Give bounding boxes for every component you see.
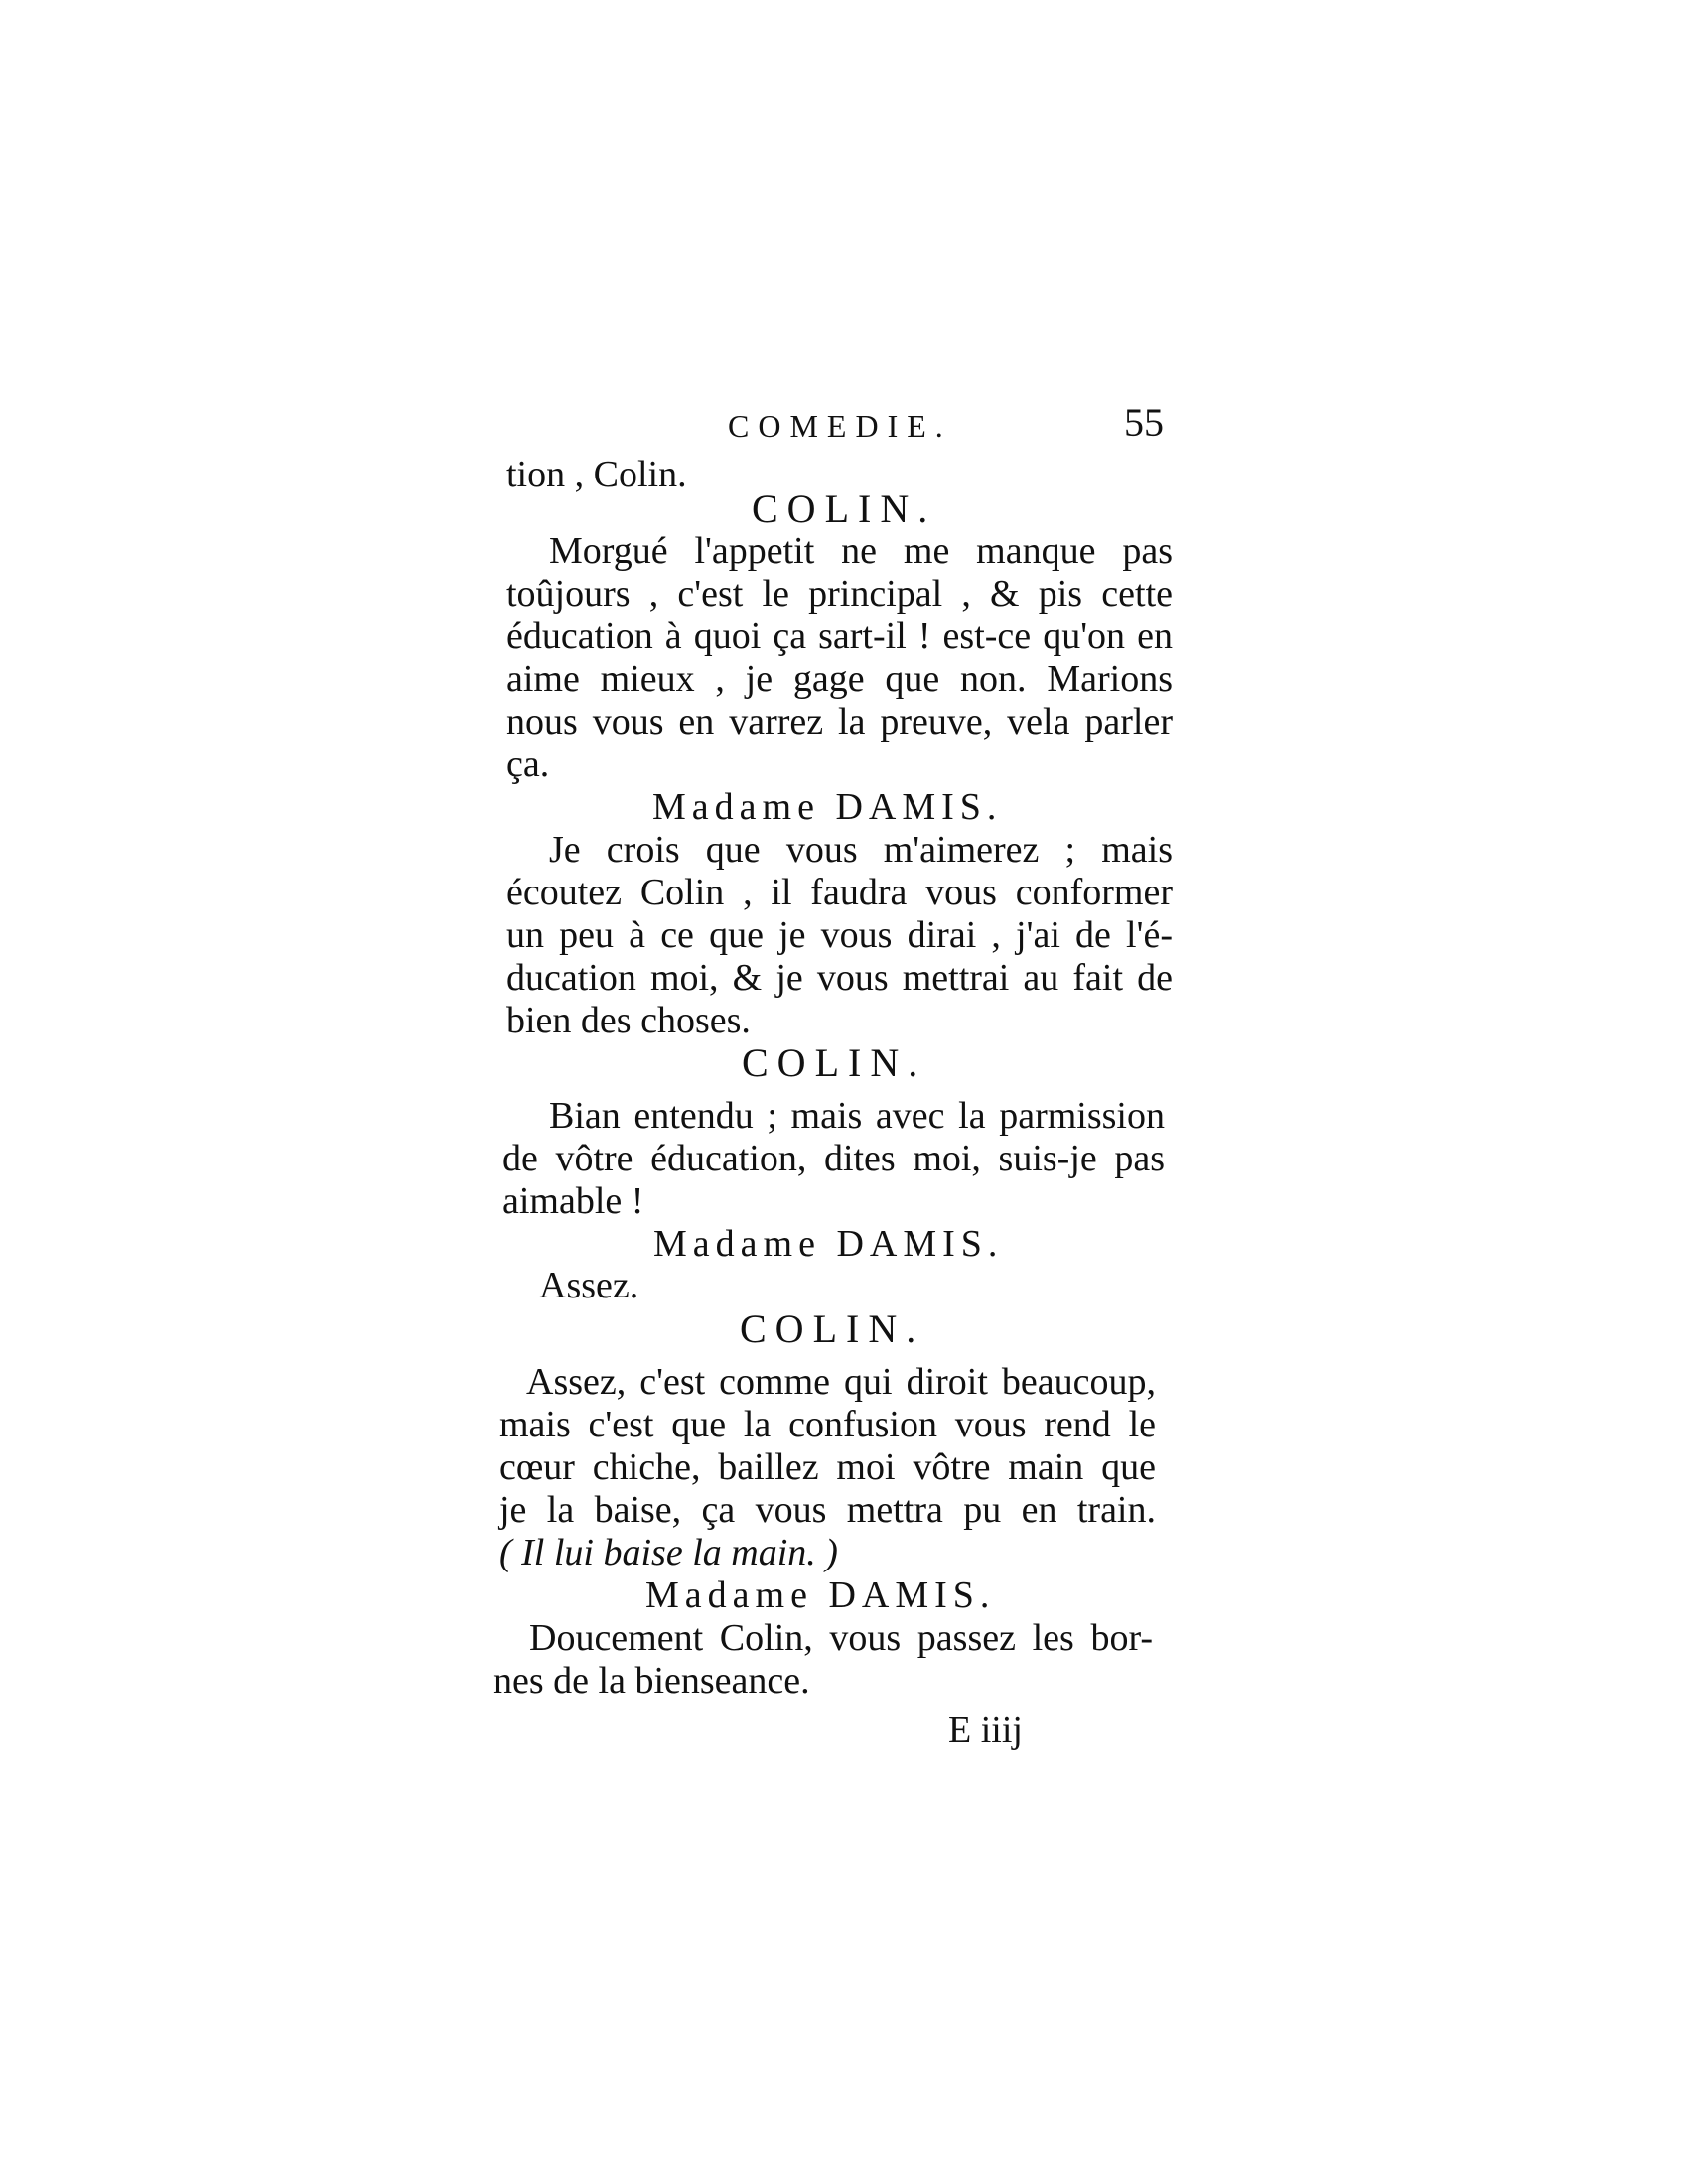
- speaker-name: Madame DAMIS.: [645, 1574, 996, 1616]
- speaker-name: Madame DAMIS.: [652, 786, 1003, 828]
- speaker-name: COLIN.: [740, 1306, 925, 1351]
- text-line: de vôtre éducation, dites moi, suis-je pas: [502, 1138, 1165, 1179]
- running-title: COMEDIE.: [728, 408, 952, 444]
- page-number: 55: [1124, 400, 1164, 445]
- text-line: mais c'est que la confusion vous rend le: [499, 1404, 1156, 1445]
- text-line: Morgué l'appetit ne me manque pas: [549, 530, 1173, 572]
- speaker-name: Madame DAMIS.: [653, 1223, 1004, 1265]
- text-line: nes de la bienseance.: [493, 1660, 810, 1702]
- text-line: je la baise, ça vous mettra pu en train.: [499, 1489, 1156, 1531]
- text-line: Je crois que vous m'aimerez ; mais: [549, 829, 1173, 871]
- signature-mark: E iiij: [948, 1709, 1023, 1751]
- text-line: Bian entendu ; mais avec la parmission: [549, 1095, 1165, 1137]
- stage-direction: ( Il lui baise la main. ): [499, 1532, 838, 1573]
- text-line: nous vous en varrez la preuve, vela parler: [506, 701, 1173, 743]
- speaker-name: COLIN.: [752, 486, 937, 531]
- text-line: ducation moi, & je vous mettrai au fait de: [506, 957, 1173, 999]
- text-line: aime mieux , je gage que non. Marions: [506, 658, 1173, 700]
- speaker-name: COLIN.: [742, 1040, 927, 1085]
- text-line: un peu à ce que je vous dirai , j'ai de l'é-: [506, 914, 1173, 956]
- text-line: ça.: [506, 744, 550, 785]
- text-line: cœur chiche, baillez moi vôtre main que: [499, 1446, 1156, 1488]
- text-line: aimable !: [502, 1180, 644, 1222]
- text-line: tion , Colin.: [506, 454, 687, 495]
- text-line: Doucement Colin, vous passez les bor-: [529, 1617, 1153, 1659]
- text-line: écoutez Colin , il faudra vous conformer: [506, 872, 1173, 913]
- text-line: Assez.: [539, 1265, 639, 1306]
- text-line: éducation à quoi ça sart-il ! est-ce qu'on en: [506, 615, 1173, 657]
- text-line: toûjours , c'est le principal , & pis cette: [506, 573, 1173, 614]
- text-line: bien des choses.: [506, 1000, 751, 1041]
- text-line: Assez, c'est comme qui diroit beaucoup,: [526, 1361, 1156, 1403]
